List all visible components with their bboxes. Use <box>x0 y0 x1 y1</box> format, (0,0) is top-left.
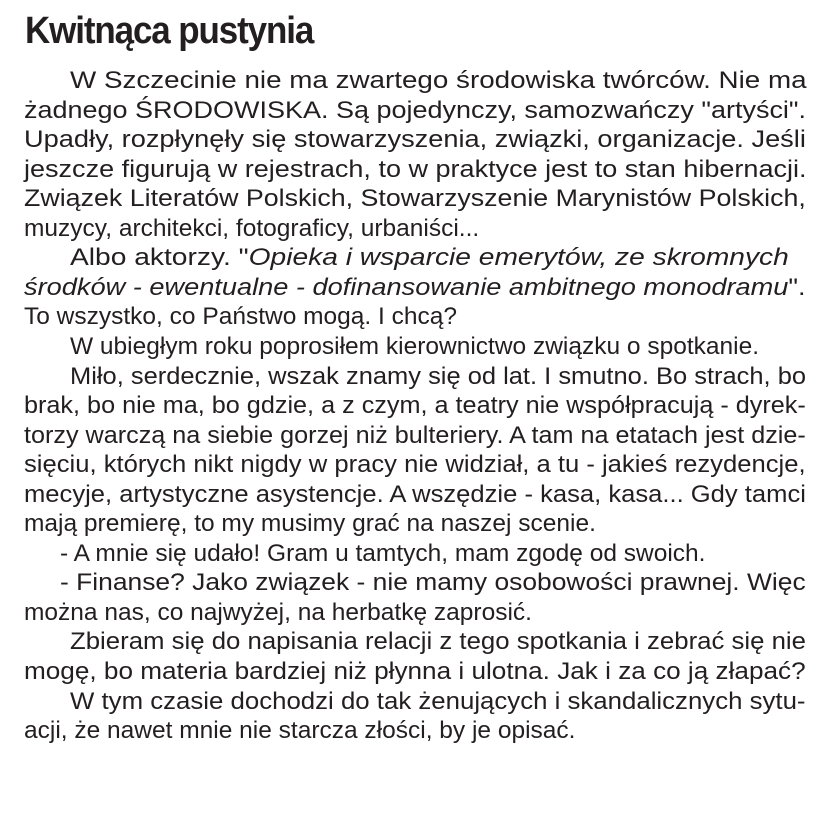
article-line <box>70 627 806 657</box>
article-quote-text: środków - ewentualne - dofinansowanie ambitnego monodramu <box>24 273 789 301</box>
article-line <box>70 243 789 273</box>
article-line <box>60 568 806 598</box>
article-line-text: mają premierę, to my musimy grać na naszej scenie. <box>24 510 596 538</box>
article-line <box>70 332 759 362</box>
article-line-text: mecyje, artystyczne asystencje. A wszędzie - kasa, kasa... Gdy tamci <box>24 480 806 508</box>
article-line <box>70 66 807 96</box>
article-line-text: W Szczecinie nie ma zwartego środowiska twórców. Nie ma <box>70 67 807 94</box>
article-line-tail: ". <box>788 273 806 301</box>
article-line <box>70 362 806 392</box>
article-line-text: torzy warczą na siebie gorzej niż bulteriery. A tam na etatach jest dzie- <box>24 421 806 449</box>
article-line <box>24 598 532 628</box>
article-line-text: Albo aktorzy. " <box>70 244 249 272</box>
article-line-text: można nas, co najwyżej, na herbatkę zaprosić. <box>24 598 532 626</box>
article-line <box>24 155 807 185</box>
article-line <box>24 125 806 155</box>
article-line-text: To wszystko, co Państwo mogą. I chcą? <box>24 303 458 331</box>
article-line-text: Upadły, rozpłynęły się stowarzyszenia, związki, organizacje. Jeśli <box>24 126 806 154</box>
article-line <box>24 421 806 451</box>
article-line-text: - A mnie się udało! Gram u tamtych, mam zgodę od swoich. <box>60 539 706 567</box>
article-line-text: - Finanse? Jako związek - nie mamy osobowości prawnej. Więc <box>60 569 806 597</box>
article-line <box>24 480 806 510</box>
article-line-text: acji, że nawet mnie nie starcza złości, by je opisać. <box>24 717 576 745</box>
article-line <box>24 273 806 303</box>
article-line <box>24 184 806 214</box>
article-line <box>24 450 806 480</box>
article-line-text: muzycy, architekci, fotograficy, urbaniści... <box>24 214 480 242</box>
article-line-text: mogę, bo materia bardziej niż płynna i ulotna. Jak i za co ją złapać? <box>24 658 806 685</box>
article-line-text: W ubiegłym roku poprosiłem kierownictwo związku o spotkanie. <box>70 332 760 360</box>
article-line <box>24 716 576 746</box>
article-line <box>24 96 806 126</box>
article-line <box>24 509 596 539</box>
article-title: Kwitnąca pustynia <box>25 10 314 52</box>
article-line-text: jeszcze figurują w rejestrach, to w praktyce jest to stan hibernacji. <box>24 155 807 183</box>
article-line-text: Związek Literatów Polskich, Stowarzyszenie Marynistów Polskich, <box>24 185 806 213</box>
article-quote-text: Opieka i wsparcie emerytów, ze skromnych <box>248 244 789 272</box>
article-line <box>60 539 705 569</box>
article-line-text: W tym czasie dochodzi do tak żenujących i skandalicznych sytu- <box>70 687 806 715</box>
article-line-text: brak, bo nie ma, bo gdzie, a z czym, a teatry nie współpracują - dyrek- <box>24 392 806 420</box>
article-line <box>24 302 457 332</box>
article-line-text: żadnego ŚRODOWISKA. Są pojedynczy, samozwańczy "artyści". <box>24 96 807 124</box>
article-line <box>70 687 806 717</box>
article-line <box>24 657 806 687</box>
article-line-text: Zbieram się do napisania relacji z tego spotkania i zebrać się nie <box>70 628 806 656</box>
article-line-text: sięciu, których nikt nigdy w pracy nie widział, a tu - jakieś rezydencje, <box>24 451 806 479</box>
article-line <box>24 214 479 244</box>
article-line <box>24 391 806 421</box>
article-line-text: Miło, serdecznie, wszak znamy się od lat. I smutno. Bo strach, bo <box>70 362 807 390</box>
